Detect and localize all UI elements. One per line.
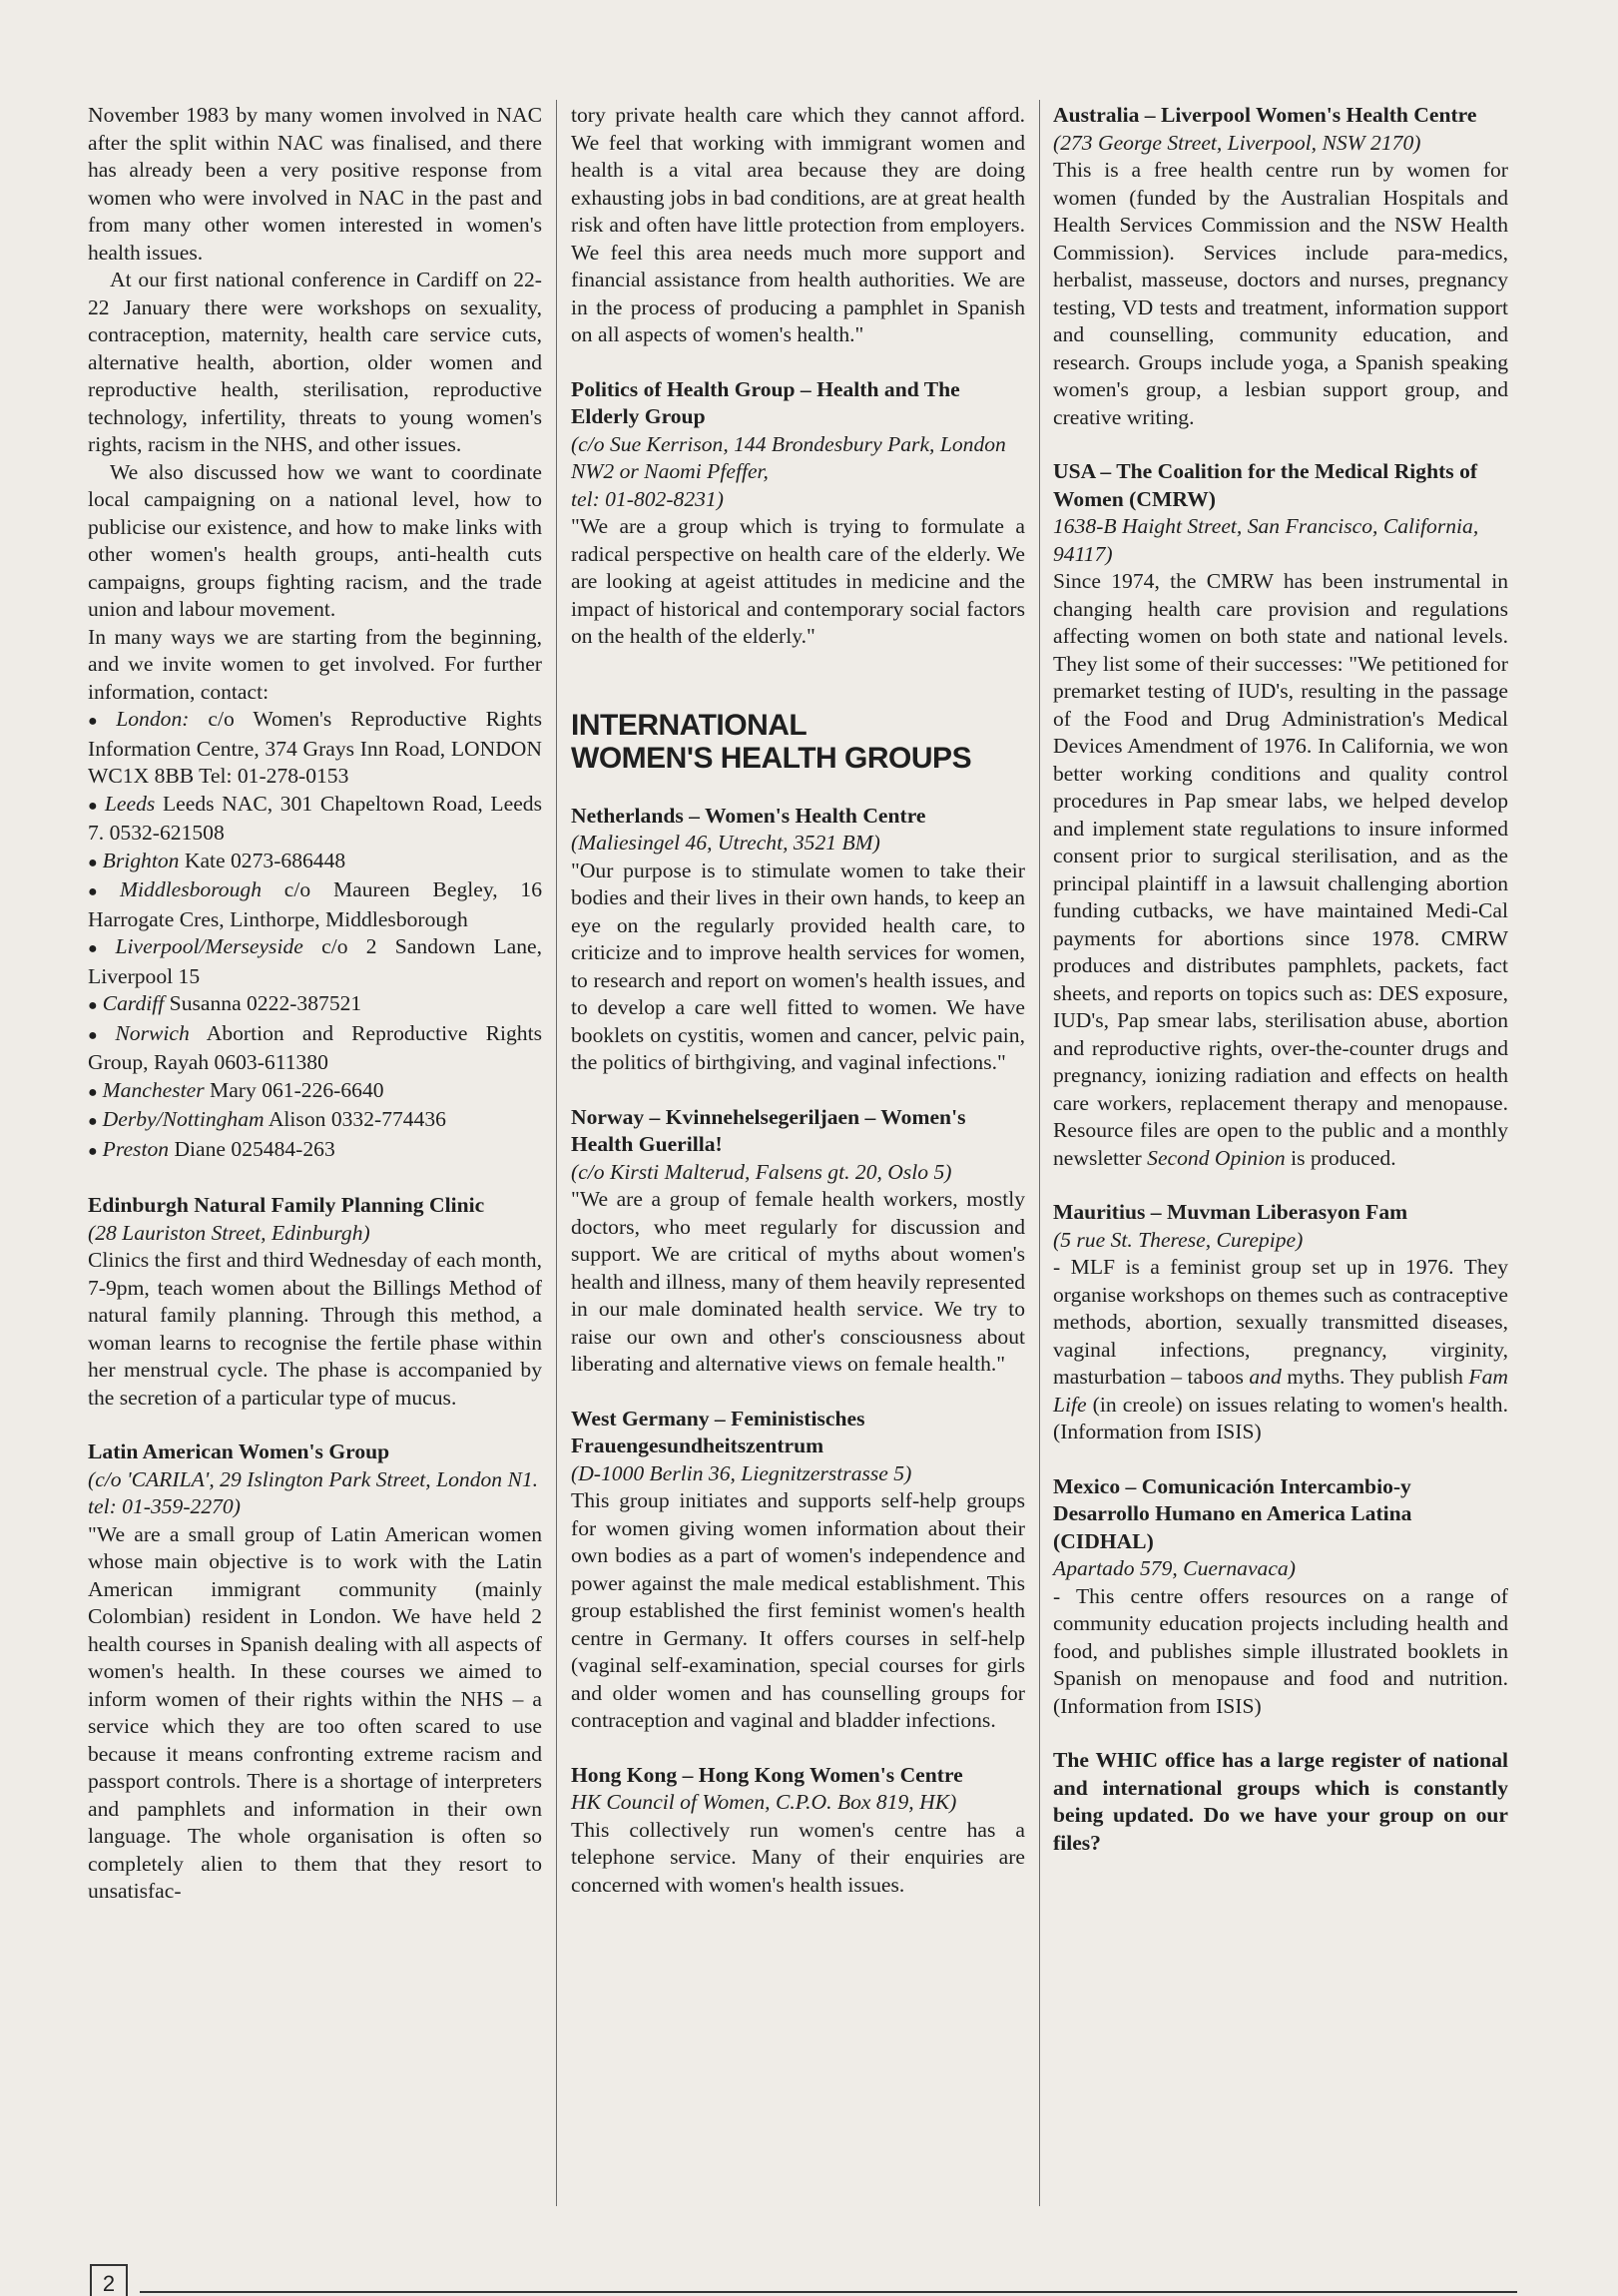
contact-item: ● Leeds Leeds NAC, 301 Chapeltown Road, Leeds 7. 0532-621508	[88, 791, 542, 845]
paragraph: November 1983 by many women involved in NAC after the split within NAC was finalised, and there has already been a very positive response from women who were involved in NAC in the past and from many other women interested in women's health issues.	[88, 103, 542, 265]
entry-heading: Mexico – Comunicación Intercambio-y Desarrollo Humano en America Latina (CIDHAL)	[1053, 1473, 1412, 1553]
contact-list	[88, 706, 542, 1165]
entry-body: - This centre offers resources on a range of community education projects including health and food, and publishes simple illustrated booklets in Spanish on menopause and food and nutrition. (Information from ISIS)	[1053, 1583, 1508, 1718]
bullet-icon: ●	[88, 1083, 98, 1101]
bullet-icon: ●	[88, 713, 112, 730]
footer-rule	[140, 2291, 1517, 2293]
entry-body: "Our purpose is to stimulate women to take their bodies and their lives in their own hands, to keep an eye on the regularly provided health care, to criticize and to improve health services for women, to research and report on women's health issues, and to develop a care well fitted to women. We have booklets on cystitis, women and cancer, pelvic pain, the politics of birthgiving, and vaginal infections."	[571, 858, 1025, 1074]
publication-title: Fam Life	[1053, 1365, 1508, 1417]
entry-hong-kong	[571, 1762, 1025, 1900]
entry-heading: Edinburgh Natural Family Planning Clinic	[88, 1193, 485, 1217]
paragraph: At our first national conference in Cardiff on 22-22 January there were workshops on sexuality, contraception, maternity, health care service cuts, alternative health, abortion, older women and reproductive health, sterilisation, reproductive technology, infertility, threats to young women's rights, racism in the NHS, and other issues.	[88, 268, 542, 456]
entry-heading: Norway – Kvinnehelsegeriljaen – Women's Health Guerilla!	[571, 1104, 966, 1156]
entry-address: (D-1000 Berlin 36, Liegnitzerstrasse 5)	[571, 1460, 912, 1485]
bullet-icon: ●	[88, 797, 100, 815]
page-number: 2	[90, 2264, 128, 2296]
entry-address: (c/o Kirsti Malterud, Falsens gt. 20, Oslo 5)	[571, 1159, 952, 1184]
column-divider	[556, 100, 557, 2206]
entry-mexico	[1053, 1473, 1508, 1721]
entry-telephone: tel: 01-359-2270)	[88, 1494, 241, 1518]
entry-latin-american	[88, 1438, 542, 1906]
entry-address: (Maliesingel 46, Utrecht, 3521 BM)	[571, 831, 880, 855]
entry-netherlands	[571, 803, 1025, 1077]
contact-item: ● Manchester Mary 061-226-6640	[88, 1077, 384, 1102]
entry-address: (5 rue St. Therese, Curepipe)	[1053, 1227, 1304, 1252]
contact-item: ● Liverpool/Merseyside c/o 2 Sandown Lane, Liverpool 15	[88, 934, 542, 988]
entry-heading: Mauritius – Muvman Liberasyon Fam	[1053, 1200, 1408, 1224]
entry-body: "We are a small group of Latin American women whose main objective is to work with the Latin American immigrant community (mainly Colombian) resident in London. We have held 2 health courses in Spanish dealing with all aspects of women's health. In these courses we aimed to inform women of their rights within the NHS – a service which they are too often scared to use because it means confronting extreme racism and passport controls. There is a shortage of interpreters and pamphlets and information in their own language. The whole organisation is often so completely alien to them that they resort to unsatisfac-	[88, 1521, 542, 1903]
entry-mauritius	[1053, 1199, 1508, 1446]
entry-heading: Netherlands – Women's Health Centre	[571, 803, 926, 828]
column-divider	[1039, 100, 1040, 2206]
entry-telephone: tel: 01-802-8231)	[571, 486, 724, 511]
contact-item: ● Cardiff Susanna 0222-387521	[88, 991, 362, 1015]
entry-west-germany	[571, 1406, 1025, 1735]
entry-norway	[571, 1104, 1025, 1379]
bullet-icon: ●	[88, 997, 98, 1014]
newsletter-title: Second Opinion	[1147, 1145, 1286, 1170]
entry-usa	[1053, 458, 1508, 1172]
contact-item: ● Middlesborough c/o Maureen Begley, 16 Harrogate Cres, Linthorpe, Middlesborough	[88, 877, 542, 931]
contact-item: ● London: c/o Women's Reproductive Rights Information Centre, 374 Grays Inn Road, LONDON WC1X 8BB Tel: 01-278-0153	[88, 707, 542, 788]
entry-heading: Hong Kong – Hong Kong Women's Centre	[571, 1762, 963, 1787]
column-3	[1053, 102, 1508, 1857]
column-2	[571, 102, 1025, 1899]
entry-politics-of-health	[571, 376, 1025, 651]
paragraph: In many ways we are starting from the beginning, and we invite women to get involved. For further information, contact:	[88, 624, 542, 704]
paragraph: tory private health care which they cannot afford. We feel that working with immigrant women and health is a vital area because they are doing exhausting jobs in bad conditions, are at great health risk and often have little protection from employers. We feel this area needs much more support and financial assistance from health authorities. We are in the process of producing a pamphlet in Spanish on all aspects of women's health."	[571, 103, 1025, 346]
entry-heading: West Germany – Feministisches Frauengesundheitszentrum	[571, 1406, 865, 1457]
entry-body: This group initiates and supports self-help groups for women giving women information about their own bodies as a part of women's independence and power against the male medical establishment. This group established the first feminist women's health centre in Germany. It offers courses in self-help (vaginal self-examination, special courses for girls and older women and has counselling groups for contraception and vaginal and bladder infections.	[571, 1488, 1025, 1732]
paragraph: We also discussed how we want to coordinate local campaigning on a national level, how to publicise our existence, and how to make links with other women's health groups, anti-health cuts campaigns, groups fighting racism, and the trade union and labour movement.	[88, 459, 542, 621]
contact-item: ● Derby/Nottingham Alison 0332-774436	[88, 1107, 446, 1131]
entry-body: Clinics the first and third Wednesday of each month, 7-9pm, teach women about the Billings Method of natural family planning. Through this method, a woman learns to recognise the fertile phase within her menstrual cycle. The phase is accompanied by the secretion of a particular type of mucus.	[88, 1248, 542, 1410]
entry-heading: Politics of Health Group – Health and The Elderly Group	[571, 376, 960, 428]
entry-australia	[1053, 102, 1508, 431]
contact-item: ● Brighton Kate 0273-686448	[88, 848, 346, 872]
entry-body: "We are a group of female health workers, mostly doctors, who meet regularly for discussion and support. We are critical of myths about women's health and illness, many of them heavily represented in our male dominated health service. We try to raise our own and other's consciousness about liberating and alternative views on female health."	[571, 1187, 1025, 1376]
contact-item: ● Preston Diane 025484-263	[88, 1136, 335, 1161]
entry-address: 1638-B Haight Street, San Francisco, California, 94117)	[1053, 514, 1479, 566]
section-title: INTERNATIONAL WOMEN'S HEALTH GROUPS	[571, 708, 972, 775]
entry-address: HK Council of Women, C.P.O. Box 819, HK)	[571, 1790, 957, 1814]
bullet-icon: ●	[88, 854, 98, 871]
entry-edinburgh	[88, 1192, 542, 1412]
bullet-icon: ●	[88, 940, 111, 957]
entry-address: (c/o Sue Kerrison, 144 Brondesbury Park, London NW2 or Naomi Pfeffer,	[571, 431, 1006, 483]
entry-address: (28 Lauriston Street, Edinburgh)	[88, 1220, 370, 1245]
entry-body: - MLF is a feminist group set up in 1976. They organise workshops on themes such as contraceptive methods, abortion, sexually transmitted diseases, vaginal infections, pregnancy, virginity, masturbation – taboos and myths. They publish Fam Life (in creole) on issues relating to women's health. (Information from ISIS)	[1053, 1255, 1508, 1443]
entry-body: "We are a group which is trying to formulate a radical perspective on health care of the elderly. We are looking at ageist attitudes in medicine and the impact of historical and contemporary social factors on the health of the elderly."	[571, 514, 1025, 648]
bullet-icon: ●	[88, 883, 116, 900]
contact-item: ● Norwich Abortion and Reproductive Rights Group, Rayah 0603-611380	[88, 1020, 543, 1074]
bullet-icon: ●	[88, 1026, 111, 1044]
entry-address: Apartado 579, Cuernavaca)	[1053, 1556, 1296, 1580]
entry-heading: Latin American Women's Group	[88, 1439, 390, 1463]
entry-heading: Australia – Liverpool Women's Health Centre	[1053, 103, 1477, 127]
closing-note: The WHIC office has a large register of national and international groups which is constantly being updated. Do we have your group on our files?	[1053, 1748, 1508, 1855]
bullet-icon: ●	[88, 1113, 98, 1130]
column-1	[88, 102, 542, 1906]
bullet-icon: ●	[88, 1142, 98, 1160]
entry-body: This is a free health centre run by women for women (funded by the Australian Hospitals and Health Services Commission and the NSW Health Commission). Services include para-medics, herbalist, masseuse, doctors and nurses, pregnancy testing, VD tests and treatment, information support and counselling, community education, and research. Groups include yoga, a Spanish speaking women's group, a lesbian support group, and creative writing.	[1053, 158, 1508, 429]
entry-heading: USA – The Coalition for the Medical Rights of Women (CMRW)	[1053, 459, 1478, 511]
entry-body: Since 1974, the CMRW has been instrumental in changing health care provision and regulations affecting women on both state and national levels. They list some of their successes: "We petitioned for premarket testing of IUD's, resulting in the passage of the Food and Drug Administration's Medical Devices Amendment of 1976. In California, we won better working conditions and quality control procedures in Pap smear labs, we helped develop and implement state regulations to insure informed consent prior to surgical sterilisation, and as the principal plaintiff in a lawsuit challenging abortion funding cutbacks, we have maintained Medi-Cal payments for abortions since 1978. CMRW produces and distributes pamphlets, packets, fact sheets, and reports on topics such as: DES exposure, IUD's, Pap smear labs, sterilisation abuse, abortion and reproductive rights, over-the-counter drugs and pregnancy, ionizing radiation and effects on health care workers, replacement therapy and menopause. Resource files are open to the public and a monthly newsletter Second Opinion is produced.	[1053, 569, 1508, 1170]
entry-address: (273 George Street, Liverpool, NSW 2170)	[1053, 130, 1421, 155]
entry-body: This collectively run women's centre has a telephone service. Many of their enquiries are concerned with women's health issues.	[571, 1817, 1025, 1897]
entry-address: (c/o 'CARILA', 29 Islington Park Street, London N1.	[88, 1466, 539, 1491]
